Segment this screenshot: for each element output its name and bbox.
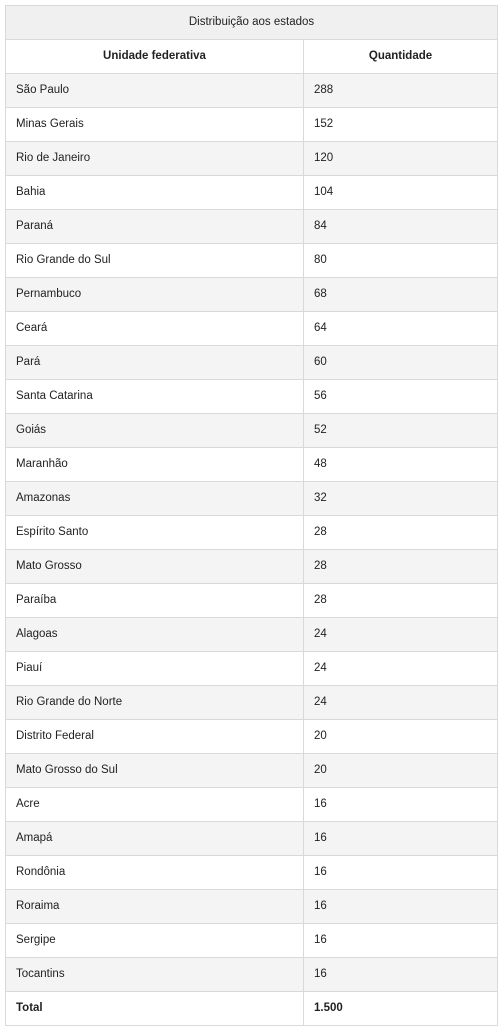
quantity-cell: 32 bbox=[304, 482, 498, 516]
state-name-cell: Pará bbox=[6, 346, 304, 380]
state-name-cell: Rio Grande do Sul bbox=[6, 244, 304, 278]
quantity-cell: 24 bbox=[304, 618, 498, 652]
table-title-row bbox=[6, 6, 498, 40]
table-header-row bbox=[6, 40, 498, 74]
state-name-cell: Goiás bbox=[6, 414, 304, 448]
quantity-cell: 28 bbox=[304, 550, 498, 584]
state-name-cell: Ceará bbox=[6, 312, 304, 346]
table-row bbox=[6, 618, 498, 652]
table-row bbox=[6, 856, 498, 890]
table-row bbox=[6, 652, 498, 686]
table-row bbox=[6, 244, 498, 278]
quantity-cell: 60 bbox=[304, 346, 498, 380]
state-name-cell: Roraima bbox=[6, 890, 304, 924]
table-row bbox=[6, 346, 498, 380]
quantity-cell: 68 bbox=[304, 278, 498, 312]
state-name-cell: Paraíba bbox=[6, 584, 304, 618]
quantity-cell: 52 bbox=[304, 414, 498, 448]
quantity-cell: 16 bbox=[304, 856, 498, 890]
state-name-cell: Piauí bbox=[6, 652, 304, 686]
quantity-cell: 80 bbox=[304, 244, 498, 278]
table-title: Distribuição aos estados bbox=[6, 6, 498, 40]
header-state: Unidade federativa bbox=[6, 40, 304, 74]
total-label: Total bbox=[6, 992, 304, 1026]
table-row bbox=[6, 142, 498, 176]
quantity-cell: 24 bbox=[304, 652, 498, 686]
state-name-cell: Alagoas bbox=[6, 618, 304, 652]
quantity-cell: 28 bbox=[304, 516, 498, 550]
quantity-cell: 56 bbox=[304, 380, 498, 414]
table-row bbox=[6, 720, 498, 754]
quantity-cell: 24 bbox=[304, 686, 498, 720]
table-row bbox=[6, 414, 498, 448]
table-row bbox=[6, 74, 498, 108]
state-name-cell: Bahia bbox=[6, 176, 304, 210]
state-name-cell: Amazonas bbox=[6, 482, 304, 516]
quantity-cell: 288 bbox=[304, 74, 498, 108]
table-row bbox=[6, 448, 498, 482]
table-row bbox=[6, 312, 498, 346]
state-name-cell: Pernambuco bbox=[6, 278, 304, 312]
table-row bbox=[6, 924, 498, 958]
state-name-cell: Amapá bbox=[6, 822, 304, 856]
quantity-cell: 20 bbox=[304, 720, 498, 754]
table-row bbox=[6, 278, 498, 312]
quantity-cell: 104 bbox=[304, 176, 498, 210]
state-name-cell: Paraná bbox=[6, 210, 304, 244]
table-row bbox=[6, 958, 498, 992]
distribution-table bbox=[5, 5, 498, 1026]
quantity-cell: 16 bbox=[304, 788, 498, 822]
table-row bbox=[6, 822, 498, 856]
table-row bbox=[6, 380, 498, 414]
state-name-cell: Mato Grosso bbox=[6, 550, 304, 584]
quantity-cell: 152 bbox=[304, 108, 498, 142]
state-name-cell: Rio de Janeiro bbox=[6, 142, 304, 176]
quantity-cell: 120 bbox=[304, 142, 498, 176]
quantity-cell: 84 bbox=[304, 210, 498, 244]
state-name-cell: Mato Grosso do Sul bbox=[6, 754, 304, 788]
table-row bbox=[6, 482, 498, 516]
state-name-cell: Distrito Federal bbox=[6, 720, 304, 754]
state-name-cell: Rio Grande do Norte bbox=[6, 686, 304, 720]
table-row bbox=[6, 754, 498, 788]
state-name-cell: Rondônia bbox=[6, 856, 304, 890]
total-row bbox=[6, 992, 498, 1026]
state-name-cell: Espírito Santo bbox=[6, 516, 304, 550]
table-row bbox=[6, 516, 498, 550]
quantity-cell: 16 bbox=[304, 924, 498, 958]
table-row bbox=[6, 890, 498, 924]
table-row bbox=[6, 788, 498, 822]
table-row bbox=[6, 550, 498, 584]
quantity-cell: 28 bbox=[304, 584, 498, 618]
header-quantity: Quantidade bbox=[304, 40, 498, 74]
table-row bbox=[6, 686, 498, 720]
state-name-cell: Maranhão bbox=[6, 448, 304, 482]
quantity-cell: 16 bbox=[304, 958, 498, 992]
quantity-cell: 16 bbox=[304, 890, 498, 924]
table-row bbox=[6, 210, 498, 244]
state-name-cell: Minas Gerais bbox=[6, 108, 304, 142]
table-row bbox=[6, 176, 498, 210]
quantity-cell: 20 bbox=[304, 754, 498, 788]
quantity-cell: 16 bbox=[304, 822, 498, 856]
table-body bbox=[6, 74, 498, 992]
table-row bbox=[6, 108, 498, 142]
state-name-cell: Sergipe bbox=[6, 924, 304, 958]
state-name-cell: Acre bbox=[6, 788, 304, 822]
state-name-cell: Santa Catarina bbox=[6, 380, 304, 414]
total-value: 1.500 bbox=[304, 992, 498, 1026]
distribution-table-container bbox=[5, 5, 497, 1026]
quantity-cell: 48 bbox=[304, 448, 498, 482]
state-name-cell: Tocantins bbox=[6, 958, 304, 992]
quantity-cell: 64 bbox=[304, 312, 498, 346]
table-row bbox=[6, 584, 498, 618]
state-name-cell: São Paulo bbox=[6, 74, 304, 108]
